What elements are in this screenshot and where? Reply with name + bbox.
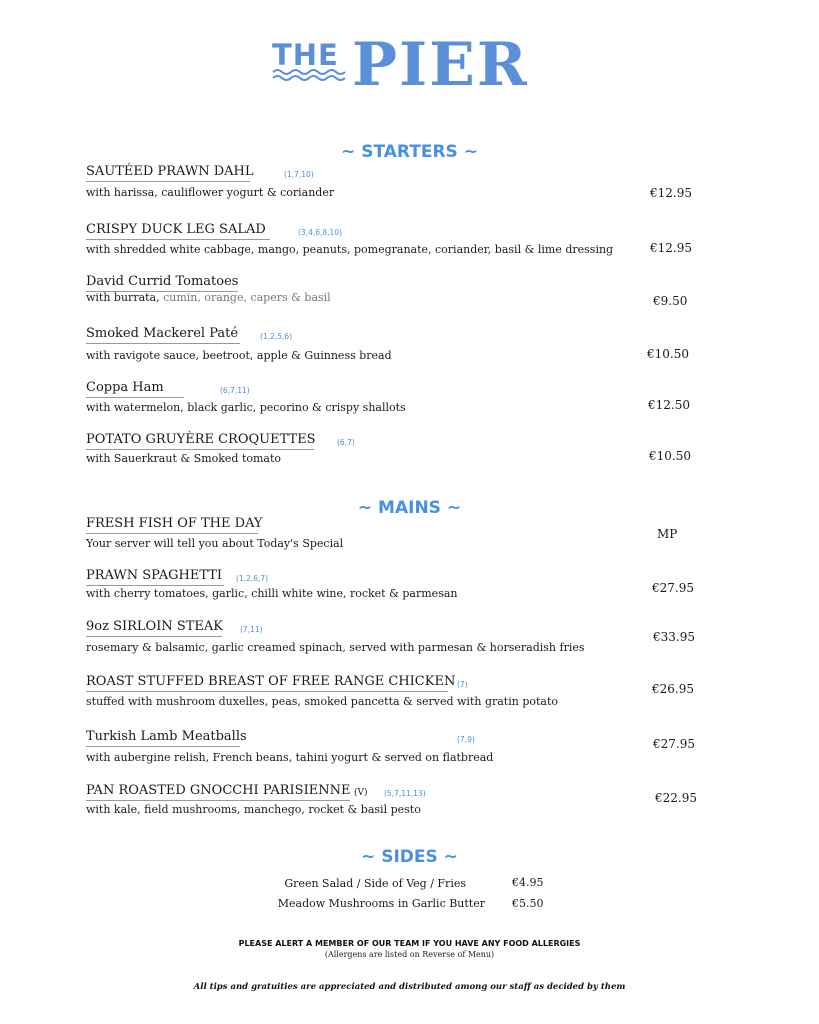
item-description: rosemary & balsamic, garlic creamed spinach, served with parmesan & horseradish fries <box>86 641 585 654</box>
item-price: €33.95 <box>653 630 695 644</box>
sides-heading: ~ SIDES ~ <box>361 847 458 867</box>
item-name: POTATO GRUYÈRE CROQUETTES <box>86 432 316 447</box>
logo-the: THE <box>272 38 339 72</box>
underline <box>86 800 350 801</box>
allergen-codes: (6,7,11) <box>220 386 250 395</box>
item-description: Your server will tell you about Today's Special <box>86 537 344 550</box>
vegetarian-badge: (V) <box>354 788 368 798</box>
item-price: €10.50 <box>649 449 691 463</box>
underline <box>86 239 270 240</box>
waves-icon <box>272 68 348 82</box>
underline <box>86 343 240 344</box>
item-name: FRESH FISH OF THE DAY <box>86 516 263 531</box>
side-item-price: €5.50 <box>512 897 544 910</box>
item-name: Coppa Ham <box>86 380 164 395</box>
item-name: SAUTÉED PRAWN DAHL <box>86 164 254 179</box>
underline <box>86 636 222 637</box>
item-name: Smoked Mackerel Paté <box>86 326 239 341</box>
underline <box>86 585 224 586</box>
item-name: CRISPY DUCK LEG SALAD <box>86 222 266 237</box>
side-item-price: €4.95 <box>512 876 544 889</box>
item-description: with Sauerkraut & Smoked tomato <box>86 452 282 465</box>
allergen-codes: (1,2,5,6) <box>260 332 293 341</box>
side-item-name: Green Salad / Side of Veg / Fries <box>284 877 466 890</box>
allergen-codes: (1,7,10) <box>284 170 314 179</box>
allergy-alert: PLEASE ALERT A MEMBER OF OUR TEAM IF YOU HAVE ANY FOOD ALLERGIES <box>238 939 581 948</box>
logo <box>272 30 529 100</box>
allergen-codes: (7,11) <box>240 625 263 634</box>
underline <box>86 746 240 747</box>
item-name: 9oz SIRLOIN STEAK <box>86 619 224 634</box>
side-item-name: Meadow Mushrooms in Garlic Butter <box>277 897 485 910</box>
item-price: €12.95 <box>650 186 692 200</box>
underline <box>86 181 250 182</box>
item-description: with harissa, cauliflower yogurt & coriander <box>86 186 335 199</box>
item-price: MP <box>657 527 678 541</box>
item-price: €27.95 <box>653 737 695 751</box>
starters-heading: ~ STARTERS ~ <box>341 142 478 162</box>
item-price: €26.95 <box>652 682 694 696</box>
item-price: €27.95 <box>652 581 694 595</box>
allergen-codes: (7) <box>457 680 468 689</box>
mains-heading: ~ MAINS ~ <box>357 498 462 518</box>
item-price: €12.95 <box>650 241 692 255</box>
allergen-codes: (5,7,11,13) <box>384 789 426 798</box>
allergen-codes: (6,7) <box>337 438 355 447</box>
item-name: Turkish Lamb Meatballs <box>86 729 247 744</box>
item-name: PAN ROASTED GNOCCHI PARISIENNE <box>86 783 351 798</box>
underline <box>86 691 448 692</box>
item-name: PRAWN SPAGHETTI <box>86 568 223 583</box>
underline <box>86 449 314 450</box>
item-description: with watermelon, black garlic, pecorino & crispy shallots <box>86 401 406 414</box>
item-description: with cherry tomatoes, garlic, chilli white wine, rocket & parmesan <box>86 587 458 600</box>
item-description: with burrata, cumin, orange, capers & basil <box>86 291 331 304</box>
item-description: with shredded white cabbage, mango, peanuts, pomegranate, coriander, basil & lime dressing <box>86 243 614 256</box>
item-price: €9.50 <box>653 294 688 308</box>
item-description: with aubergine relish, French beans, tahini yogurt & served on flatbread <box>86 751 494 764</box>
item-description: with kale, field mushrooms, manchego, rocket & basil pesto <box>86 803 421 816</box>
logo-pier: PIER <box>352 30 529 100</box>
underline <box>86 533 258 534</box>
allergen-codes: (7,9) <box>457 735 475 744</box>
allergen-codes: (3,4,6,8,10) <box>298 228 343 237</box>
allergen-codes: (1,2,6,7) <box>236 574 269 583</box>
item-description: with ravigote sauce, beetroot, apple & Guinness bread <box>86 349 392 362</box>
underline <box>86 397 184 398</box>
item-price: €22.95 <box>655 791 697 805</box>
item-description: stuffed with mushroom duxelles, peas, smoked pancetta & served with gratin potato <box>86 695 559 708</box>
item-name: ROAST STUFFED BREAST OF FREE RANGE CHICKEN <box>86 674 456 689</box>
tips-note: All tips and gratuities are appreciated and distributed among our staff as decided by them <box>193 982 626 992</box>
allergy-note: (Allergens are listed on Reverse of Menu) <box>324 950 495 959</box>
item-price: €12.50 <box>648 398 690 412</box>
item-name: David Currid Tomatoes <box>86 274 239 289</box>
item-price: €10.50 <box>647 347 689 361</box>
